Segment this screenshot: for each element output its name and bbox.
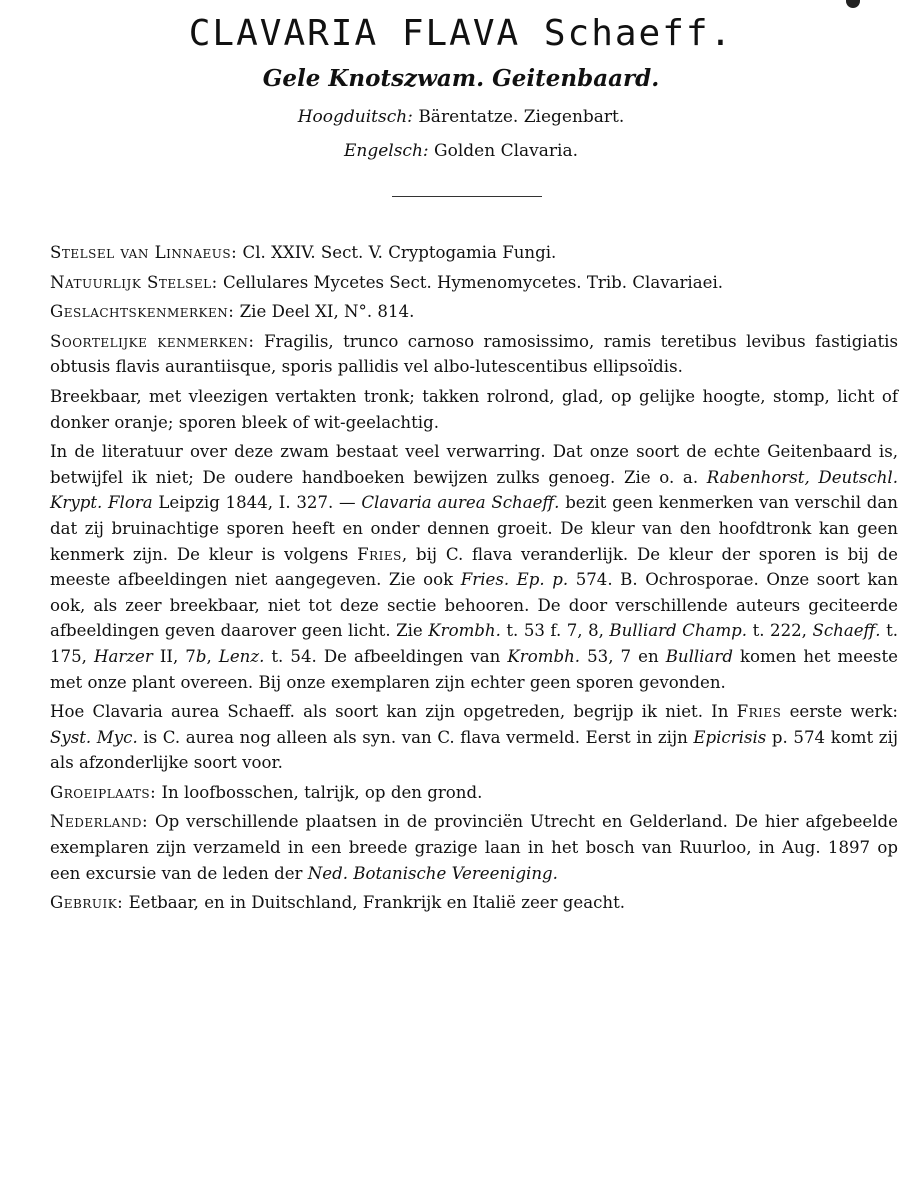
- linnaeus-text: Cl. XXIV. Sect. V. Cryptogamia Fungi.: [242, 243, 557, 262]
- aurea-fries: Fries: [736, 702, 782, 722]
- genus-label: Geslachtskenmerken:: [50, 302, 235, 322]
- netherlands-text: Op verschillende plaatsen in de provinciën Utrecht en Gelderland. De hier afgebeelde exemplaren zijn verzameld in een breede grazige laan in het bosch van Ruurloo, in Aug. 1897 op een excursie van de leden der: [50, 812, 898, 883]
- linnaeus-label: Stelsel van Linnaeus:: [50, 243, 238, 262]
- lit-ref-bulliard: Bulliard: [665, 646, 733, 666]
- natural-system-line: [50, 270, 898, 296]
- page-title: CLAVARIA FLAVA Schaeff.: [188, 13, 734, 54]
- lit-text-11: t. 54. De afbeeldingen van: [271, 646, 501, 666]
- aurea-ref-epicrisis: Epicrisis: [693, 727, 767, 747]
- habitat-label: Groeiplaats:: [50, 782, 157, 802]
- species-label: Soortelijke kenmerken:: [50, 331, 255, 351]
- lit-text-13: komen het meeste met onze plant overeen. Bij onze exemplaren zijn echter geen sporen gevonden.: [50, 646, 898, 692]
- netherlands-label: Nederland:: [50, 812, 149, 832]
- use-text: Eetbaar, en in Duitschland, Frankrijk en Italië zeer geacht.: [128, 893, 626, 913]
- genus-text: Zie Deel XI, N°. 814.: [239, 302, 415, 322]
- lit-ref-schaeff: Schaeff.: [812, 621, 881, 641]
- lit-ref-clavaria-aurea: Clavaria aurea Schaeff.: [361, 493, 560, 513]
- lit-ref-rabenhorst: Rabenhorst, Deutschl. Krypt. Flora: [50, 467, 898, 513]
- literature-paragraph: [50, 439, 898, 695]
- lit-ref-b: b: [195, 646, 207, 666]
- german-label: Hoogduitsch:: [297, 107, 413, 127]
- lit-fries: Fries: [357, 544, 402, 564]
- lit-ref-krombh-2: Krombh.: [507, 646, 581, 666]
- lit-text-10: ,: [206, 646, 212, 666]
- lit-ref-fries-ep: Fries. Ep. p.: [460, 570, 569, 590]
- lit-ref-bulliard-champ: Bulliard Champ.: [609, 621, 748, 641]
- lit-text-2: Leipzig 1844, I. 327. —: [158, 493, 356, 513]
- species-paragraph: [50, 329, 898, 380]
- scan-speck: [846, 0, 860, 8]
- lit-text-12: 53, 7 en: [587, 646, 659, 666]
- genus-line: [50, 299, 898, 325]
- habitat-text: In loofbosschen, talrijk, op den grond.: [161, 782, 483, 802]
- habitat-line: [50, 780, 898, 806]
- aurea-text-1: Hoe Clavaria aurea Schaeff. als soort kan zijn opgetreden, begrijp ik niet. In: [50, 702, 729, 722]
- german-names: Bärentatze. Ziegenbart.: [418, 107, 625, 127]
- use-line: [50, 890, 898, 916]
- english-names-line: [0, 140, 922, 162]
- lit-text-3: bezit geen kenmerken van verschil dan dat zij bruinachtige sporen heeft en onder dennen groeit. De kleur van den hoofdtronk kan geen kenmerk zijn. De kleur is volgens: [50, 493, 898, 564]
- lit-ref-krombh: Krombh.: [428, 621, 501, 641]
- lit-ref-lenz: Lenz.: [218, 646, 265, 666]
- document-body: [50, 240, 898, 920]
- aurea-text-3: is C. aurea nog alleen als syn. van C. flava vermeld. Eerst in zijn: [143, 727, 688, 747]
- english-label: Engelsch:: [343, 141, 429, 161]
- species-text: Fragilis, trunco carnoso ramosissimo, ramis teretibus levibus fastigiatis obtusis flavis aurantiisque, sporis pallidis vel albo-lutescentibus ellipsoïdis.: [50, 331, 899, 377]
- linnaeus-line: [50, 240, 898, 266]
- lit-text-9: II, 7: [159, 646, 196, 666]
- aurea-ref-syst-myc: Syst. Myc.: [50, 727, 138, 747]
- netherlands-ref: Ned. Botanische Vereeniging.: [307, 863, 558, 883]
- title-divider: [392, 196, 542, 197]
- lit-ref-harzer: Harzer: [94, 646, 153, 666]
- lit-text-4: , bij C. flava veranderlijk. De kleur der sporen is bij de meeste afbeeldingen niet aangegeven. Zie ook: [50, 544, 898, 590]
- lit-text-8: t. 175,: [50, 621, 899, 666]
- lit-text-1: In de literatuur over deze zwam bestaat veel verwarring. Dat onze soort de echte Geitenbaard is, betwijfel ik niet; De oudere handboeken bewijzen zulks genoeg. Zie o. a.: [50, 442, 898, 487]
- use-label: Gebruik:: [50, 893, 124, 913]
- lit-text-5: 574. B. Ochrosporae. Onze soort kan ook, als zeer breekbaar, niet tot deze sectie behooren. De door verschillende auteurs geciteerde afbeeldingen geven daarover geen licht. Zie: [50, 570, 899, 641]
- dutch-description-paragraph: Breekbaar, met vleezigen vertakten tronk; takken rolrond, glad, op gelijke hoogte, stomp, licht of donker oranje; sporen bleek of wit-geelachtig.: [50, 386, 898, 432]
- page-subtitle: Gele Knotszwam. Geitenbaard.: [262, 65, 660, 92]
- netherlands-paragraph: [50, 809, 898, 886]
- lit-text-7: t. 222,: [752, 621, 807, 641]
- aurea-text-4: p. 574 komt zij als afzonderlijke soort voor.: [50, 727, 898, 773]
- lit-text-6: t. 53 f. 7, 8,: [506, 621, 604, 641]
- natural-system-label: Natuurlijk Stelsel:: [50, 272, 218, 292]
- aurea-paragraph: [50, 699, 898, 776]
- english-names: Golden Clavaria.: [434, 141, 579, 161]
- german-names-line: [0, 106, 922, 128]
- natural-system-text: Cellulares Mycetes Sect. Hymenomycetes. Trib. Clavariaei.: [222, 272, 724, 292]
- aurea-text-2: eerste werk:: [789, 702, 898, 722]
